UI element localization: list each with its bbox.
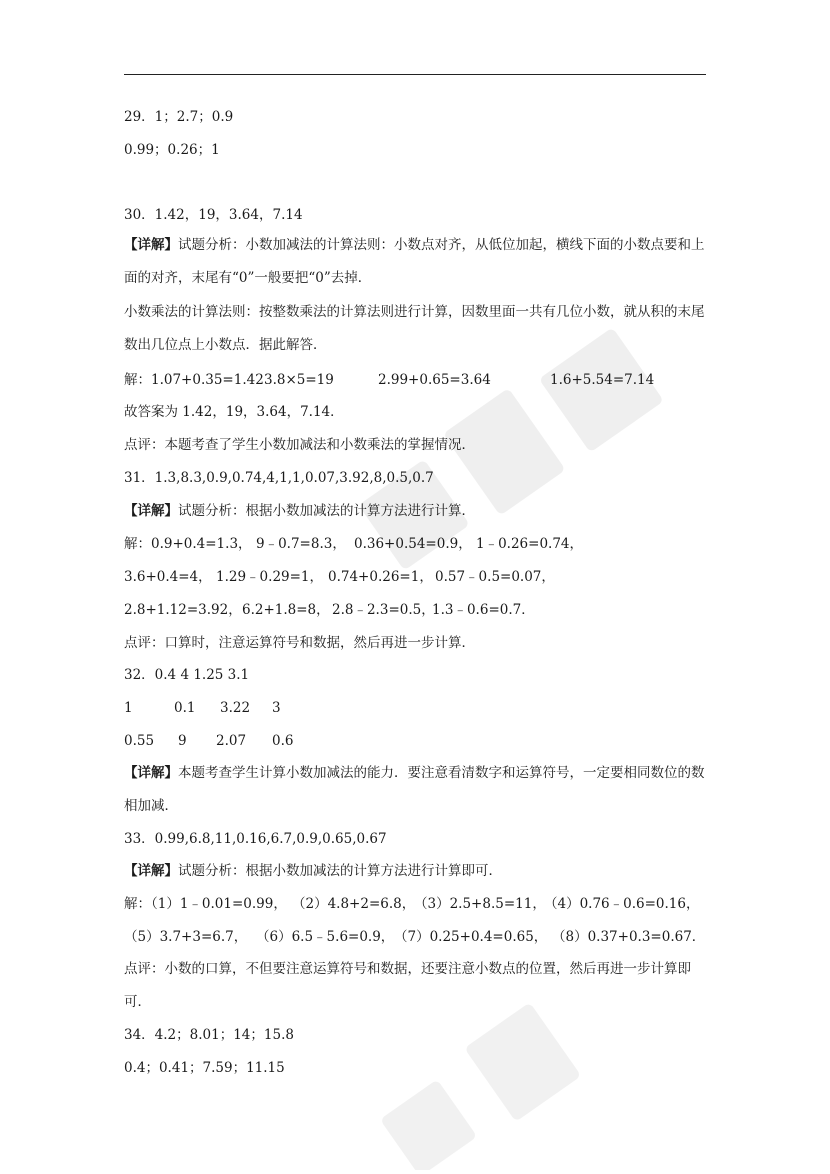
q32-row2-3: 0.6 — [272, 733, 294, 749]
q32-row2-2: 2.07 — [216, 733, 247, 749]
q33-row1-2: （3）2.5+8.5=11， — [414, 896, 546, 912]
q31-row2-2: 0.74+0.26=1， — [328, 569, 433, 585]
q33-comment: 点评：小数的口算，不但要注意运算符号和数据，还要注意小数点的位置，然后再进一步计算即可． — [124, 961, 691, 1010]
q31-row1-2: 0.36+0.54=0.9， — [354, 536, 472, 552]
q33-row2-3: （8）0.37+0.3=0.67． — [552, 929, 706, 945]
q31-row2-3: 0.57﹣0.5=0.07， — [435, 569, 555, 585]
q32-answer: 32．0.4 4 1.25 3.1 — [124, 667, 250, 683]
q31-row1-0: 解：0.9+0.4=1.3， — [124, 536, 252, 552]
q30-solution-2: 2.99+0.65=3.64 — [378, 372, 491, 388]
q31-row2-0: 3.6+0.4=4， — [124, 569, 212, 585]
q30-conclusion: 故答案为 1.42，19，3.64，7.14． — [124, 404, 344, 420]
q31-row2-1: 1.29﹣0.29=1， — [216, 569, 324, 585]
q30-detail-text: 试题分析：小数加减法的计算法则：小数点对齐，从低位加起，横线下面的小数点要和上面的对齐，末尾有“0”一般要把“0”去掉． — [124, 237, 705, 286]
q31-row1-3: 1﹣0.26=0.74， — [476, 536, 584, 552]
q33-row2-0: （5）3.7+3=6.7， — [124, 929, 248, 945]
q31-row3-1: 6.2+1.8=8， — [242, 602, 330, 618]
q34-line2: 0.4；0.41；7.59；11.15 — [124, 1060, 285, 1076]
watermark-logo-bottom — [340, 1000, 640, 1170]
q29-line1: 29．1；2.7；0.9 — [124, 109, 234, 125]
q31-row3-0: 2.8+1.12=3.92， — [124, 602, 242, 618]
q30-answer: 30．1.42，19，3.64，7.14 — [124, 207, 303, 223]
q34-line1: 34．4.2；8.01；14；15.8 — [124, 1027, 294, 1043]
detail-tag: 【详解】 — [124, 503, 178, 519]
q30-solution-0: 解：1.07+0.35=1.42 — [124, 372, 264, 388]
q33-row2-2: （7）0.25+0.4=0.65， — [394, 929, 548, 945]
q33-detail-text: 试题分析：根据小数加减法的计算方法进行计算即可． — [178, 863, 502, 879]
q33-detail — [124, 862, 502, 880]
q32-row1-1: 0.1 — [174, 700, 196, 716]
q30-detail — [124, 229, 714, 295]
q32-row2-1: 9 — [178, 733, 187, 749]
q33-row2 — [124, 928, 705, 946]
q31-row3 — [124, 601, 535, 619]
q33-row1-1: （2）4.8+2=6.8， — [292, 896, 416, 912]
q31-row2 — [124, 568, 555, 586]
detail-tag: 【详解】 — [124, 237, 178, 253]
q33-answer: 33．0.99,6.8,11,0.16,6.7,0.9,0.65,0.67 — [124, 831, 387, 847]
q32-detail-text: 本题考查学生计算小数加减法的能力．要注意看清数字和运算符号，一定要相同数位的数相加减． — [124, 765, 705, 814]
q33-row1 — [124, 895, 700, 913]
header-rule — [124, 74, 706, 75]
q32-row2 — [124, 732, 293, 750]
q31-comment: 点评：口算时，注意运算符号和数据，然后再进一步计算． — [124, 635, 475, 651]
q32-row2-0: 0.55 — [124, 733, 155, 749]
q31-row1-1: 9﹣0.7=8.3， — [256, 536, 346, 552]
q30-comment: 点评：本题考查了学生小数加减法和小数乘法的掌握情况． — [124, 437, 475, 453]
q32-row1 — [124, 699, 281, 717]
q30-solution — [124, 371, 654, 389]
q31-detail — [124, 502, 475, 520]
q29-line2: 0.99；0.26；1 — [124, 142, 220, 158]
q31-row3-3: 1.3﹣0.6=0.7． — [432, 602, 535, 618]
q33-row2-1: （6）6.5﹣5.6=0.9， — [256, 929, 395, 945]
detail-tag: 【详解】 — [124, 765, 178, 781]
q31-row1 — [124, 535, 583, 553]
q30-detail2: 小数乘法的计算法则：按整数乘法的计算法则进行计算，因数里面一共有几位小数，就从积的末尾数出几位点上小数点．据此解答． — [124, 304, 705, 353]
q32-row1-2: 3.22 — [220, 700, 251, 716]
q33-row1-3: （4）0.76﹣0.6=0.16， — [544, 896, 700, 912]
q30-solution-3: 1.6+5.54=7.14 — [550, 372, 655, 388]
q32-detail — [124, 757, 714, 823]
q31-detail-text: 试题分析：根据小数加减法的计算方法进行计算． — [178, 503, 475, 519]
q32-row1-0: 1 — [124, 700, 133, 716]
detail-tag: 【详解】 — [124, 863, 178, 879]
q31-answer: 31．1.3,8.3,0.9,0.74,4,1,1,0.07,3.92,8,0.5,0.7 — [124, 470, 434, 486]
q30-solution-1: 3.8×5=19 — [264, 372, 334, 388]
q33-row1-0: 解：（1）1﹣0.01=0.99， — [124, 896, 287, 912]
q31-row3-2: 2.8﹣2.3=0.5， — [332, 602, 435, 618]
q32-row1-3: 3 — [272, 700, 281, 716]
